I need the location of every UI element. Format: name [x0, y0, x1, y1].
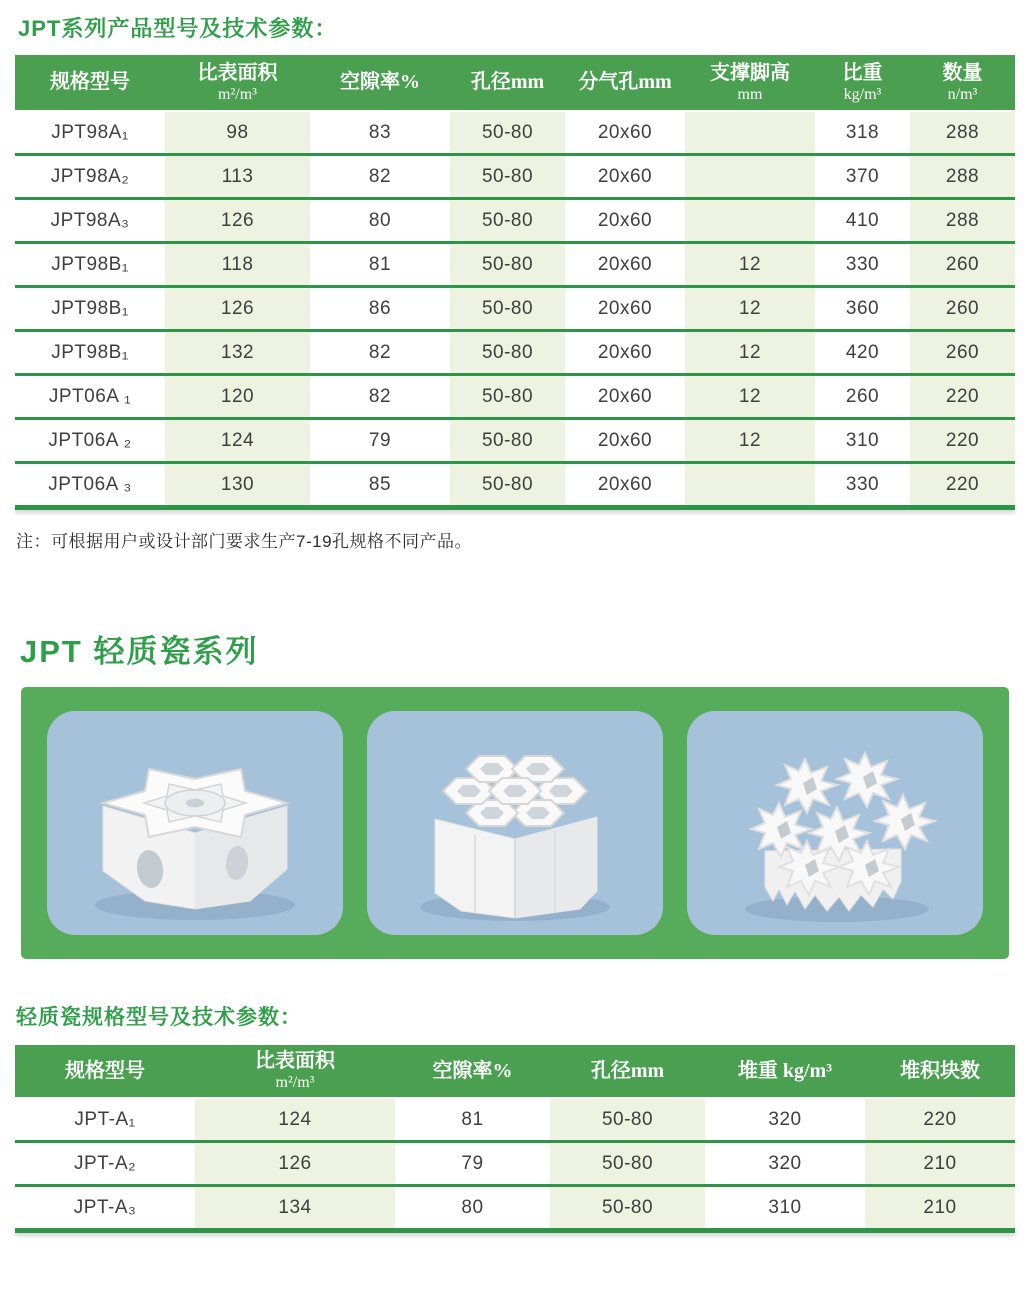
value-cell: 118 — [165, 243, 310, 287]
table-bottom-bar — [15, 1228, 1015, 1233]
table-row — [15, 243, 1015, 287]
value-cell: 120 — [165, 375, 310, 419]
value-cell: 113 — [165, 155, 310, 199]
value-cell: 82 — [310, 331, 450, 375]
jpt-series-spec-table — [15, 55, 1015, 505]
value-cell: 20x60 — [565, 375, 685, 419]
value-cell: 132 — [165, 331, 310, 375]
model-cell: JPT06A ₁ — [15, 375, 165, 419]
value-cell: 86 — [310, 287, 450, 331]
header-row — [15, 55, 1015, 111]
column-header: 空隙率% — [395, 1045, 550, 1098]
column-header: 孔径mm — [450, 55, 565, 111]
model-cell: JPT-A₁ — [15, 1098, 195, 1142]
model-cell: JPT98B₁ — [15, 287, 165, 331]
value-cell: 20x60 — [565, 199, 685, 243]
value-cell: 124 — [195, 1098, 395, 1142]
value-cell: 50-80 — [450, 419, 565, 463]
value-cell: 81 — [310, 243, 450, 287]
model-cell: JPT98A₂ — [15, 155, 165, 199]
product-photo-band — [21, 687, 1009, 959]
table-row — [15, 463, 1015, 506]
value-cell — [685, 463, 815, 506]
value-cell: 12 — [685, 287, 815, 331]
value-cell: 50-80 — [450, 287, 565, 331]
value-cell: 360 — [815, 287, 910, 331]
value-cell — [685, 155, 815, 199]
value-cell: 50-80 — [450, 199, 565, 243]
column-header: 规格型号 — [15, 55, 165, 111]
value-cell: 50-80 — [450, 155, 565, 199]
value-cell: 288 — [910, 155, 1015, 199]
table-row — [15, 331, 1015, 375]
value-cell: 126 — [195, 1142, 395, 1186]
value-cell: 260 — [910, 243, 1015, 287]
value-cell: 410 — [815, 199, 910, 243]
value-cell: 20x60 — [565, 463, 685, 506]
table-row — [15, 1186, 1015, 1229]
ceramic-honeycomb-block-image — [367, 711, 663, 935]
value-cell: 370 — [815, 155, 910, 199]
table-row — [15, 199, 1015, 243]
value-cell: 50-80 — [550, 1142, 705, 1186]
table-row — [15, 1142, 1015, 1186]
column-header: 堆重 kg/m³ — [705, 1045, 865, 1098]
production-note: 注：可根据用户或设计部门要求生产7-19孔规格不同产品。 — [16, 532, 473, 551]
ceramic-star-block-image — [47, 711, 343, 935]
column-header: 比重 kg/m³ — [815, 55, 910, 111]
value-cell — [685, 111, 815, 155]
light-ceramic-spec-title: 轻质瓷规格型号及技术参数： — [16, 1006, 302, 1029]
model-cell: JPT98A₁ — [15, 111, 165, 155]
value-cell: 320 — [705, 1098, 865, 1142]
column-header: 比表面积 m²/m³ — [165, 55, 310, 111]
model-cell: JPT-A₂ — [15, 1142, 195, 1186]
value-cell: 210 — [865, 1186, 1015, 1229]
light-ceramic-series-title: JPT 轻质瓷系列 — [20, 634, 259, 669]
column-header: 支撑脚高 mm — [685, 55, 815, 111]
value-cell: 82 — [310, 155, 450, 199]
light-ceramic-spec-table — [15, 1045, 1015, 1228]
model-cell: JPT98A₃ — [15, 199, 165, 243]
value-cell: 220 — [865, 1098, 1015, 1142]
product-photo-spiky-block — [687, 711, 983, 935]
value-cell: 20x60 — [565, 287, 685, 331]
value-cell: 126 — [165, 287, 310, 331]
value-cell: 420 — [815, 331, 910, 375]
value-cell: 220 — [910, 419, 1015, 463]
column-header: 分气孔mm — [565, 55, 685, 111]
model-cell: JPT06A ₂ — [15, 419, 165, 463]
value-cell: 12 — [685, 331, 815, 375]
value-cell: 12 — [685, 243, 815, 287]
value-cell: 260 — [910, 331, 1015, 375]
value-cell: 20x60 — [565, 331, 685, 375]
value-cell: 81 — [395, 1098, 550, 1142]
value-cell: 330 — [815, 463, 910, 506]
value-cell: 210 — [865, 1142, 1015, 1186]
model-cell: JPT-A₃ — [15, 1186, 195, 1229]
column-header: 堆积块数 — [865, 1045, 1015, 1098]
value-cell: 79 — [395, 1142, 550, 1186]
value-cell: 20x60 — [565, 111, 685, 155]
model-cell: JPT98B₁ — [15, 331, 165, 375]
column-header: 数量 n/m³ — [910, 55, 1015, 111]
value-cell: 20x60 — [565, 419, 685, 463]
value-cell: 260 — [910, 287, 1015, 331]
ceramic-spiky-block-image — [687, 711, 983, 935]
header-row — [15, 1045, 1015, 1098]
table-row — [15, 375, 1015, 419]
value-cell: 310 — [705, 1186, 865, 1229]
table-row — [15, 287, 1015, 331]
value-cell: 50-80 — [450, 331, 565, 375]
product-photo-honeycomb-block — [367, 711, 663, 935]
value-cell: 50-80 — [450, 111, 565, 155]
value-cell: 12 — [685, 419, 815, 463]
value-cell — [685, 199, 815, 243]
value-cell: 318 — [815, 111, 910, 155]
value-cell: 220 — [910, 463, 1015, 506]
value-cell: 288 — [910, 111, 1015, 155]
product-photo-star-block — [47, 711, 343, 935]
model-cell: JPT98B₁ — [15, 243, 165, 287]
value-cell: 50-80 — [550, 1186, 705, 1229]
value-cell: 82 — [310, 375, 450, 419]
value-cell: 79 — [310, 419, 450, 463]
table-bottom-bar — [15, 505, 1015, 510]
column-header: 比表面积 m²/m³ — [195, 1045, 395, 1098]
column-header: 空隙率% — [310, 55, 450, 111]
value-cell: 98 — [165, 111, 310, 155]
value-cell: 12 — [685, 375, 815, 419]
value-cell: 126 — [165, 199, 310, 243]
value-cell: 260 — [815, 375, 910, 419]
table-row — [15, 1098, 1015, 1142]
value-cell: 80 — [310, 199, 450, 243]
jpt-series-title: JPT系列产品型号及技术参数： — [18, 16, 338, 41]
table-row — [15, 155, 1015, 199]
value-cell: 80 — [395, 1186, 550, 1229]
table-row — [15, 111, 1015, 155]
table-row — [15, 419, 1015, 463]
value-cell: 50-80 — [450, 463, 565, 506]
value-cell: 50-80 — [450, 375, 565, 419]
value-cell: 134 — [195, 1186, 395, 1229]
value-cell: 320 — [705, 1142, 865, 1186]
value-cell: 220 — [910, 375, 1015, 419]
value-cell: 130 — [165, 463, 310, 506]
value-cell: 124 — [165, 419, 310, 463]
value-cell: 85 — [310, 463, 450, 506]
value-cell: 50-80 — [450, 243, 565, 287]
value-cell: 310 — [815, 419, 910, 463]
value-cell: 83 — [310, 111, 450, 155]
column-header: 孔径mm — [550, 1045, 705, 1098]
model-cell: JPT06A ₃ — [15, 463, 165, 506]
value-cell: 20x60 — [565, 243, 685, 287]
value-cell: 288 — [910, 199, 1015, 243]
value-cell: 50-80 — [550, 1098, 705, 1142]
column-header: 规格型号 — [15, 1045, 195, 1098]
value-cell: 20x60 — [565, 155, 685, 199]
value-cell: 330 — [815, 243, 910, 287]
